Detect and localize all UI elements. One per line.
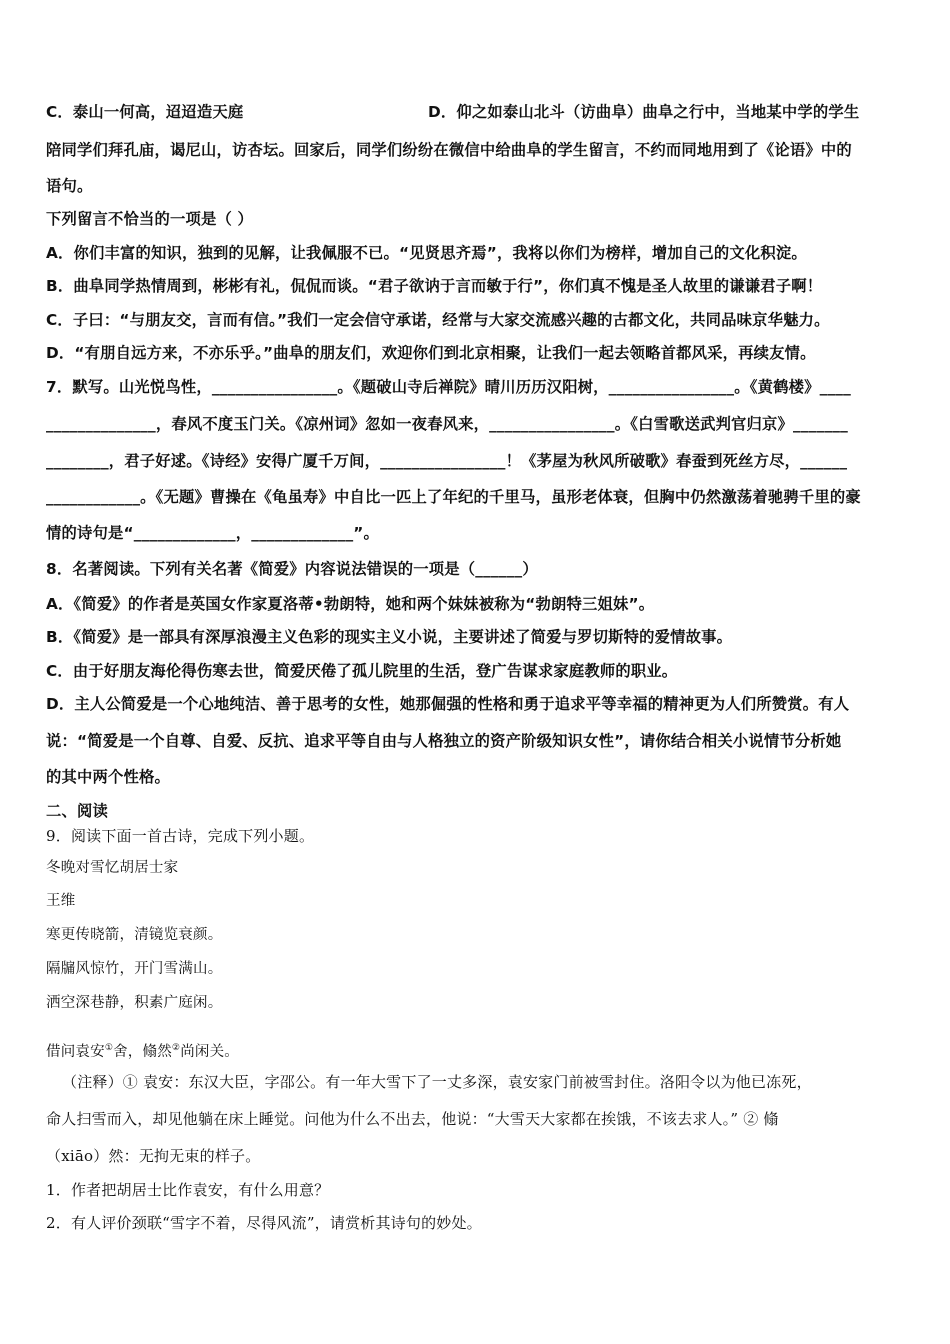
q8-option-d-cont: 的其中两个性格。: [46, 768, 170, 786]
subquestion-2: 2．有人评价颈联“雪字不着，尽得风流”，请赏析其诗句的妙处。: [46, 1214, 482, 1232]
q8-option-d-cont: 说：“简爱是一个自尊、自爱、反抗、追求平等自由与人格独立的资产阶级知识女性”，请你结合相关小说情节分析她: [46, 732, 842, 750]
q6-context: 陪同学们拜孔庙，谒尼山，访杏坛。回家后，同学们纷纷在微信中给曲阜的学生留言，不约而同地用到了《论语》中的: [46, 141, 852, 159]
poem-line: 隔牖风惊竹，开门雪满山。: [46, 961, 223, 977]
footnote-marker: ②: [171, 1043, 181, 1053]
poem-line: 洒空深巷静，积素广庭闲。: [46, 995, 223, 1011]
annotation: 命人扫雪而入，却见他躺在床上睡觉。问他为什么不出去，他说：“大雪天大家都在挨饿，不该去求人。” ② 翛: [46, 1110, 779, 1128]
poem-author: 王维: [46, 893, 76, 909]
poem-text: 借问袁安: [46, 1043, 105, 1060]
q9-stem: 9．阅读下面一首古诗，完成下列小题。: [46, 827, 315, 845]
q6-option-a: A．你们丰富的知识，独到的见解，让我佩服不已。“见贤思齐焉”，我将以你们为榜样，增加自己的文化积淀。: [46, 244, 807, 262]
poem-line: [46, 1038, 239, 1062]
section-title: 二、阅读: [46, 802, 108, 820]
annotation: （xiāo）然：无拘无束的样子。: [46, 1147, 261, 1165]
q8-option-b: B．《简爱》是一部具有深厚浪漫主义色彩的现实主义小说，主要讲述了简爱与罗切斯特的爱情故事。: [46, 628, 733, 646]
q7-line: 7．默写。山光悦鸟性，________________。《题破山寺后禅院》晴川历历汉阳树，________________。《黄鹤楼》____: [46, 378, 851, 396]
poem-text: 尚闲关。: [180, 1043, 239, 1060]
subquestion-1: 1．作者把胡居士比作袁安，有什么用意？: [46, 1181, 330, 1199]
q8-stem: 8．名著阅读。下列有关名著《简爱》内容说法错误的一项是（______）: [46, 560, 538, 578]
footnote-marker: ①: [104, 1043, 114, 1053]
q6-context-end: 语句。: [46, 177, 93, 195]
q6-option-c-prev: C．泰山一何高，迢迢造天庭: [46, 103, 244, 121]
q6-stem: 下列留言不恰当的一项是（ ）: [46, 210, 253, 228]
q7-line: ________，君子好逑。《诗经》安得广厦千万间，________________！《茅屋为秋风所破歌》春蚕到死丝方尽，______: [46, 452, 848, 470]
q7-line: ____________。《无题》曹操在《龟虽寿》中自比一匹上了年纪的千里马，虽形老体衰，但胸中仍然激荡着驰骋千里的豪: [46, 488, 861, 506]
q6-option-d: D．“有朋自远方来，不亦乐乎。”曲阜的朋友们，欢迎你们到北京相聚，让我们一起去领略首都风采，再续友情。: [46, 344, 816, 362]
q6-option-d-prev: D．仰之如泰山北斗（访曲阜）曲阜之行中，当地某中学的学生: [428, 103, 860, 121]
poem-title: 冬晚对雪忆胡居士家: [46, 860, 179, 876]
q6-option-c: C．子曰：“与朋友交，言而有信。”我们一定会信守承诺，经常与大家交流感兴趣的古都文化，共同品味京华魅力。: [46, 311, 830, 329]
q7-line: 情的诗句是“_____________，_____________”。: [46, 524, 380, 542]
poem-line: 寒更传晓箭，清镜览衰颜。: [46, 927, 223, 943]
poem-text: 舍，翛然: [113, 1043, 172, 1060]
q8-option-a: A．《简爱》的作者是英国女作家夏洛蒂•勃朗特，她和两个妹妹被称为“勃朗特三姐妹”。: [46, 595, 655, 613]
q8-option-c: C．由于好朋友海伦得伤寒去世，简爱厌倦了孤儿院里的生活，登广告谋求家庭教师的职业。: [46, 662, 678, 680]
q6-option-b: B．曲阜同学热情周到，彬彬有礼，侃侃而谈。“君子欲讷于言而敏于行”，你们真不愧是圣人故里的谦谦君子啊！: [46, 277, 823, 295]
annotation: （注释）① 袁安：东汉大臣，字邵公。有一年大雪下了一丈多深，袁安家门前被雪封住。洛阳令以为他已冻死，: [62, 1073, 812, 1091]
q7-line: ______________，春风不度玉门关。《凉州词》忽如一夜春风来，________________。《白雪歌送武判官归京》_______: [46, 415, 848, 433]
q8-option-d: D．主人公简爱是一个心地纯洁、善于思考的女性，她那倔强的性格和勇于追求平等幸福的精神更为人们所赞赏。有人: [46, 695, 850, 713]
